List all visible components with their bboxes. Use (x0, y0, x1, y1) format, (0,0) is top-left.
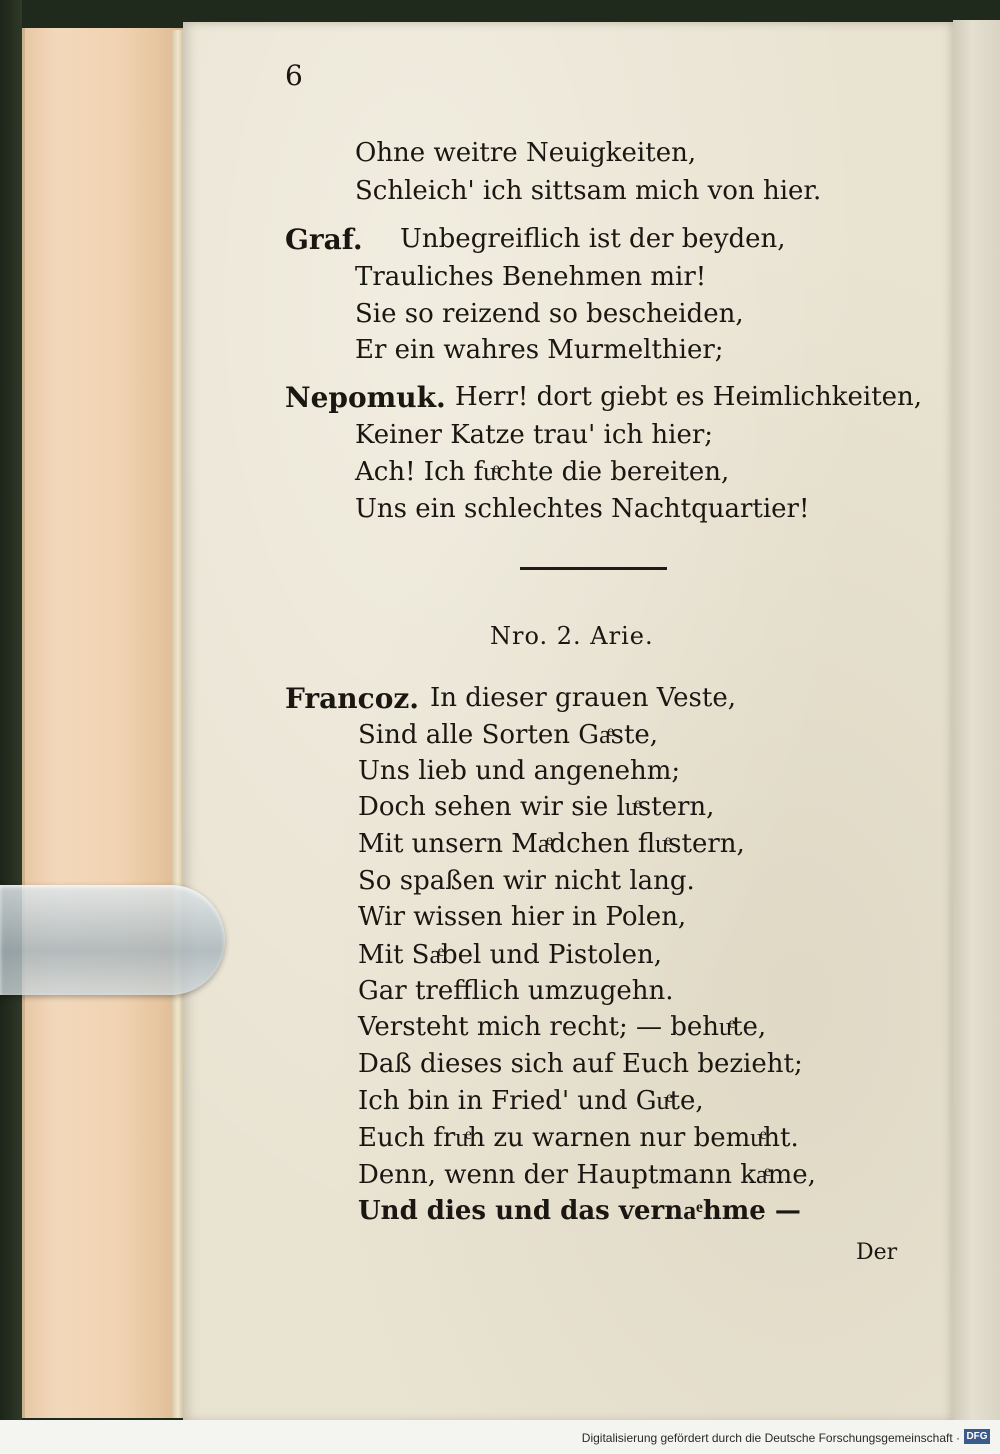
verse-line: So spaßen wir nicht lang. (358, 866, 695, 896)
speaker-name: Francoz. (285, 682, 420, 715)
verse-line: Uns ein schlechtes Nachtquartier! (355, 494, 810, 524)
book-cover-edge (22, 28, 183, 1418)
section-heading: Nro. 2. Arie. (490, 622, 654, 650)
verse-line: Versteht mich recht; — behuͤte, (358, 1012, 767, 1042)
verse-line: Wir wissen hier in Polen, (358, 902, 687, 932)
verse-line: Er ein wahres Murmelthier; (355, 335, 724, 365)
speaker-name: Graf. (285, 223, 363, 256)
verse-line: Keiner Katze trau' ich hier; (355, 420, 714, 450)
verse-line: Mit unsern Maͤdchen fluͤstern, (358, 829, 745, 859)
section-divider-rule (520, 567, 667, 570)
next-page-edge (953, 20, 1000, 1424)
verse-line: Daß dieses sich auf Euch bezieht; (358, 1049, 803, 1079)
verse-line: Gar trefflich umzugehn. (358, 976, 674, 1006)
verse-line: Ich bin in Fried' und Guͤte, (358, 1086, 704, 1116)
verse-line: Herr! dort giebt es Heimlichkeiten, (455, 382, 923, 412)
scan-background (0, 0, 22, 1454)
verse-line: Sie so reizend so bescheiden, (355, 299, 744, 329)
footer-credit: Digitalisierung gefördert durch die Deutsche Forschungsgemeinschaft · (581, 1431, 960, 1445)
verse-line: Doch sehen wir sie luͤstern, (358, 792, 715, 822)
verse-line: Sind alle Sorten Gaͤste, (358, 720, 659, 750)
page-number: 6 (285, 59, 303, 92)
verse-line: Ach! Ich fuͤchte die bereiten, (355, 457, 730, 487)
verse-line: Ohne weitre Neuigkeiten, (355, 138, 697, 168)
verse-line: In dieser grauen Veste, (430, 683, 736, 713)
verse-line: Schleich' ich sittsam mich von hier. (355, 176, 822, 206)
verse-line: Denn, wenn der Hauptmann kaͤme, (358, 1160, 816, 1190)
page-holder-clip (0, 885, 225, 995)
verse-line: Mit Saͤbel und Pistolen, (358, 940, 662, 970)
verse-line: Uns lieb und angenehm; (358, 756, 681, 786)
verse-line: Und dies und das vernaͤhme — (358, 1196, 801, 1226)
verse-line: Unbegreiflich ist der beyden, (400, 224, 786, 254)
verse-line: Euch fruͤh zu warnen nur bemuͤht. (358, 1123, 799, 1153)
speaker-name: Nepomuk. (285, 381, 446, 414)
dfg-logo: DFG (964, 1429, 990, 1444)
verse-line: Trauliches Benehmen mir! (355, 262, 707, 292)
catchword: Der (856, 1240, 898, 1265)
